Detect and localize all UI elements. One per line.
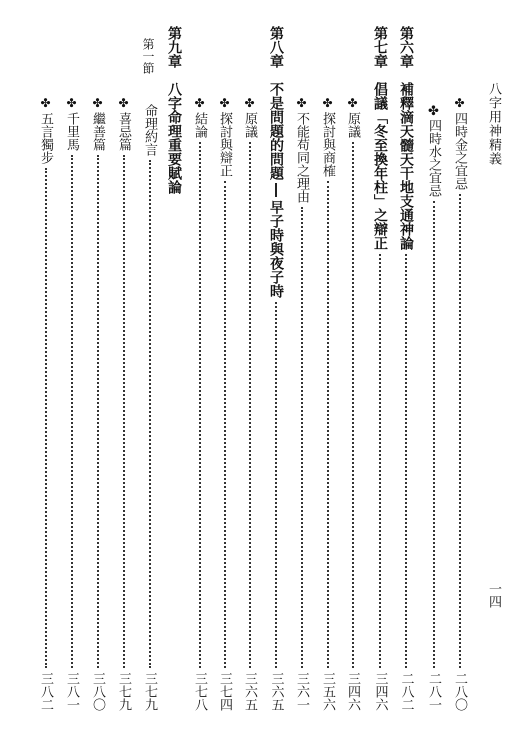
entry-title: 五言獨步: [38, 112, 53, 164]
entry-page: 三八二: [38, 672, 53, 711]
entry-title: 探討與商榷: [320, 112, 335, 177]
toc-entry-qianlima[interactable]: [62, 96, 81, 711]
chapter-page: 二八二: [398, 672, 414, 711]
bullet-icon: ✤: [38, 96, 53, 110]
dot-leader: [71, 155, 73, 668]
entry-title: 不能苟同之理由: [294, 112, 309, 203]
toc-chapter-8[interactable]: [266, 26, 286, 711]
bullet-icon: ✤: [217, 96, 232, 110]
toc-entry-destiny-notes[interactable]: [140, 104, 159, 711]
dot-leader: [45, 168, 47, 668]
entry-title: 繼善篇: [90, 112, 105, 151]
toc-section-1: [140, 38, 157, 98]
entry-page: 三五六: [320, 672, 335, 711]
entry-page: 三六五: [242, 672, 257, 711]
toc-chapter-7[interactable]: [370, 26, 390, 711]
dot-leader: [379, 254, 381, 668]
chapter-subtitle: 早子時與夜子時: [268, 200, 284, 298]
chapter-title: 八字命理重要賦論: [166, 82, 182, 194]
entry-title: 原議: [345, 112, 360, 138]
dot-leader: [199, 142, 201, 668]
entry-page: 三八一: [64, 672, 79, 711]
dot-leader: [405, 254, 407, 668]
section-label: 第一節: [141, 38, 155, 74]
entry-page: 三七九: [142, 672, 157, 711]
dot-leader: [275, 302, 277, 668]
dot-leader: [123, 155, 125, 668]
chapter-title: 不是問題的問題: [268, 82, 284, 180]
dot-leader: [352, 142, 354, 668]
toc-entry-wuyan[interactable]: [36, 96, 55, 711]
entry-page: 二八〇: [452, 672, 467, 711]
entry-page: 三六一: [294, 672, 309, 711]
bullet-icon: ✤: [192, 96, 207, 110]
entry-page: 三七四: [217, 672, 232, 711]
toc-entry-conclusion[interactable]: [190, 96, 209, 711]
dot-leader: [149, 160, 151, 668]
toc-entry-proposal-2[interactable]: [240, 96, 259, 711]
page-number: 一四: [486, 582, 501, 608]
bullet-icon: ✤: [320, 96, 335, 110]
entry-title: 結論: [192, 112, 207, 138]
toc-entry-xiji[interactable]: [114, 96, 133, 711]
dot-leader: [301, 207, 303, 668]
toc-entry-reasons[interactable]: [292, 96, 311, 711]
running-header: 八字用神精義: [486, 82, 501, 166]
entry-title: 探討與辯正: [217, 112, 232, 177]
entry-page: 三七八: [192, 672, 207, 711]
entry-title: 喜忌篇: [116, 112, 131, 151]
chapter-label: 第九章: [166, 26, 182, 68]
dot-leader: [249, 142, 251, 668]
dot-leader: [327, 181, 329, 668]
bullet-icon: ✤: [294, 96, 309, 110]
chapter-label: 第六章: [398, 26, 414, 68]
bullet-icon: ✤: [64, 96, 79, 110]
toc-entry-jishan[interactable]: [88, 96, 107, 711]
chapter-page: 三六五: [268, 672, 284, 711]
toc-entry-debate[interactable]: [215, 96, 234, 711]
toc-entry-discussion[interactable]: [318, 96, 337, 711]
toc-entry-proposal[interactable]: [343, 96, 362, 711]
bullet-icon: ✤: [242, 96, 257, 110]
dot-leader: [459, 194, 461, 668]
chapter-title: 倡議「冬至換年柱」之辯正: [372, 82, 388, 250]
entry-page: 三八〇: [90, 672, 105, 711]
entry-title: ✤四時水之宜忌: [426, 104, 441, 197]
bullet-icon: ✤: [116, 96, 131, 110]
toc-entry-water[interactable]: [424, 104, 443, 711]
entry-page: 三四六: [345, 672, 360, 711]
em-dash: [275, 183, 277, 197]
dot-leader: [224, 181, 226, 668]
toc-chapter-6[interactable]: [396, 26, 416, 711]
bullet-icon: ✤: [90, 96, 105, 110]
entry-title: 四時金之宜忌: [452, 112, 467, 190]
bullet-icon: ✤: [345, 96, 360, 110]
chapter-label: 第八章: [268, 26, 284, 68]
entry-title: 原議: [242, 112, 257, 138]
dot-leader: [433, 201, 435, 668]
entry-title: 千里馬: [64, 112, 79, 151]
entry-page: 三七九: [116, 672, 131, 711]
entry-title: 命理約言: [142, 104, 157, 156]
bullet-icon: ✤: [452, 96, 467, 110]
entry-page: 二八一: [426, 672, 441, 711]
chapter-label: 第七章: [372, 26, 388, 68]
chapter-title: 補釋滴天髓天干地支通神論: [398, 82, 414, 250]
dot-leader: [97, 155, 99, 668]
chapter-page: 三四六: [372, 672, 388, 711]
toc-entry-metal[interactable]: [450, 96, 469, 711]
toc-chapter-9[interactable]: [164, 26, 184, 711]
